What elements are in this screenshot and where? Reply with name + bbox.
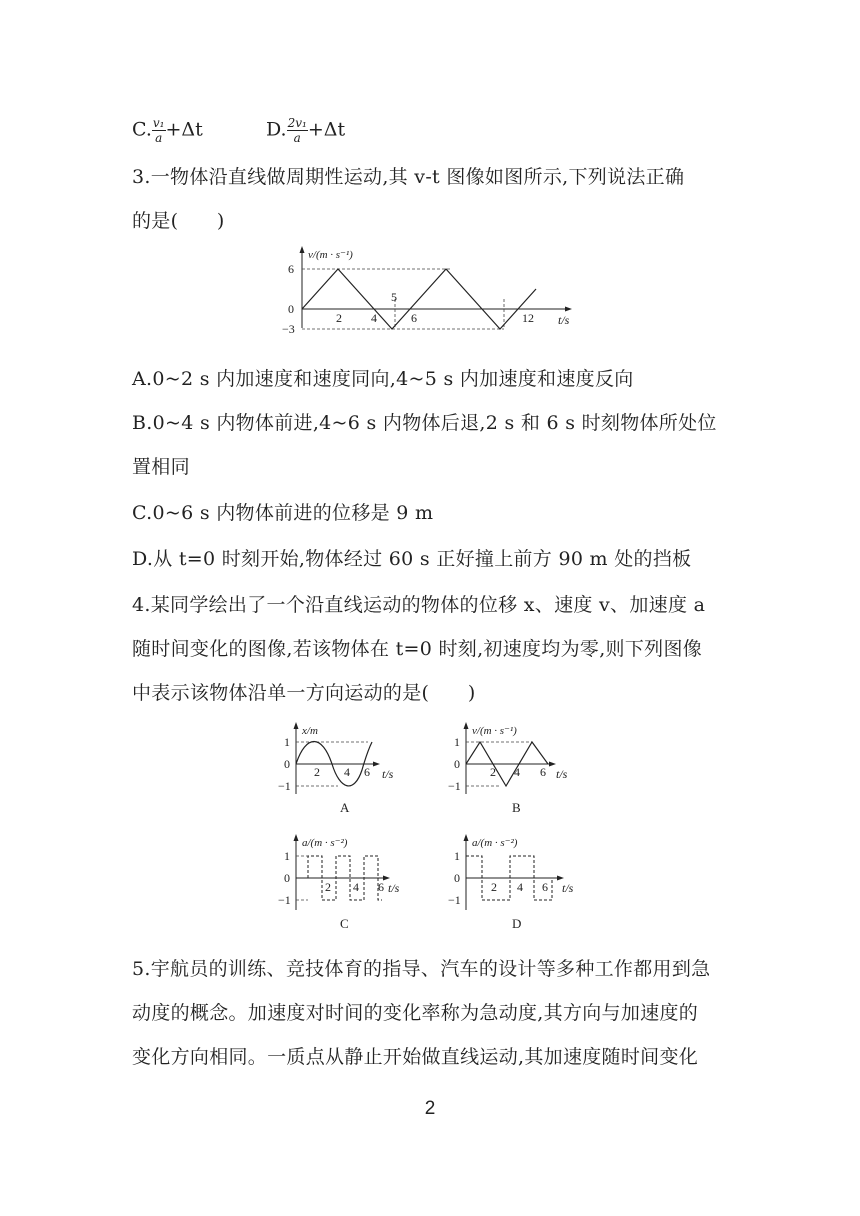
y-arrow [464,834,469,841]
q3-option-d: D.从 t=0 时刻开始,物体经过 60 s 正好撞上前方 90 m 处的挡板 [132,548,692,570]
q4-graph-a [278,718,408,822]
y-tick-0: 0 [454,757,460,771]
x-tick-6: 6 [364,765,370,779]
q3-option-b-line2: 置相同 [132,456,190,478]
y-tick-0: 0 [454,871,460,885]
q3-option-a: A.0~2 s 内加速度和速度同向,4~5 s 内加速度和速度反向 [132,368,634,390]
x-tick-2: 2 [491,880,497,894]
graph-caption: B [512,800,521,815]
x-tick-2: 2 [336,311,342,325]
q4-graph-b [448,718,588,822]
y-tick-neg1: −1 [448,893,461,907]
q3-stem-line2: 的是( ) [132,210,225,232]
y-tick-1: 1 [284,849,290,863]
y-tick-6: 6 [288,262,294,276]
x-tick-2: 2 [490,765,496,779]
q3-option-b-line1: B.0~4 s 内物体前进,4~6 s 内物体后退,2 s 和 6 s 时刻物体所处位 [132,412,717,434]
y-tick-1: 1 [454,735,460,749]
y-axis-label: v/(m · s⁻¹) [308,249,353,261]
graph-caption: C [340,916,349,931]
fraction [152,116,166,145]
y-tick-0: 0 [284,871,290,885]
q4-stem-line2: 随时间变化的图像,若该物体在 t=0 时刻,初速度均为零,则下列图像 [132,638,703,660]
y-arrow [300,246,305,253]
x-axis-label: t/s [562,881,574,895]
y-arrow [294,834,299,841]
y-tick-neg1: −1 [278,893,291,907]
x-tick-5: 5 [391,290,397,304]
y-axis-label: v/(m · s⁻¹) [472,725,517,737]
y-axis-label: a/(m · s⁻²) [302,837,348,849]
y-tick-0: 0 [288,302,294,316]
x-arrow [565,307,572,312]
x-tick-4: 4 [514,765,520,779]
x-tick-6: 6 [542,880,548,894]
y-axis-label: a/(m · s⁻²) [472,837,518,849]
y-tick-neg3: −3 [282,322,295,336]
y-tick-neg1: −1 [278,779,291,793]
option-tail: +Δt [307,118,346,141]
x-arrow [373,762,380,767]
y-axis-label: x/m [302,725,318,737]
q5-stem-line3: 变化方向相同。一质点从静止开始做直线运动,其加速度随时间变化 [132,1046,699,1068]
option-label: C. [132,118,152,141]
numerator: v₁ [152,116,165,130]
x-tick-6: 6 [411,311,417,325]
q5-stem-line1: 5.宇航员的训练、竞技体育的指导、汽车的设计等多种工作都用到急 [132,958,711,980]
graph-caption: A [340,800,350,815]
y-tick-0: 0 [284,757,290,771]
q4-graph-d [448,830,588,938]
option-label: D. [266,118,287,141]
x-axis-label: t/s [556,767,568,781]
x-tick-4: 4 [353,880,359,894]
x-axis-label: t/s [388,881,400,895]
x-arrow [557,876,564,881]
x-axis-label: t/s [558,313,570,327]
x-tick-4: 4 [344,765,350,779]
q4-stem-line1: 4.某同学绘出了一个沿直线运动的物体的位移 x、速度 v、加速度 a [132,594,706,616]
denominator: a [293,131,301,145]
x-tick-4: 4 [371,311,377,325]
y-tick-1: 1 [454,849,460,863]
x-arrow [383,876,390,881]
option-tail: +Δt [165,118,203,141]
x-tick-6: 6 [378,880,384,894]
x-arrow [549,762,556,767]
x-tick-12: 12 [522,311,534,325]
q3-stem-line1: 3.一物体沿直线做周期性运动,其 v-t 图像如图所示,下列说法正确 [132,166,685,188]
page-number: 2 [424,1098,436,1119]
q4-graph-c [278,830,418,938]
y-arrow [294,722,299,729]
x-tick-4: 4 [517,880,523,894]
x-tick-6: 6 [540,765,546,779]
numerator: 2v₁ [287,116,307,130]
y-arrow [464,722,469,729]
q3-vt-graph [282,244,582,340]
q5-stem-line2: 动度的概念。加速度对时间的变化率称为急动度,其方向与加速度的 [132,1002,699,1024]
x-tick-2: 2 [325,880,331,894]
fraction [287,116,308,145]
q4-stem-line3: 中表示该物体沿单一方向运动的是( ) [132,682,476,704]
option-c-prev [132,116,203,145]
y-tick-1: 1 [284,735,290,749]
graph-caption: D [512,916,522,931]
denominator: a [155,131,163,145]
x-tick-2: 2 [314,765,320,779]
x-axis-label: t/s [382,767,394,781]
q3-option-c: C.0~6 s 内物体前进的位移是 9 m [132,502,434,524]
option-d-prev [266,116,345,145]
y-tick-neg1: −1 [448,779,461,793]
